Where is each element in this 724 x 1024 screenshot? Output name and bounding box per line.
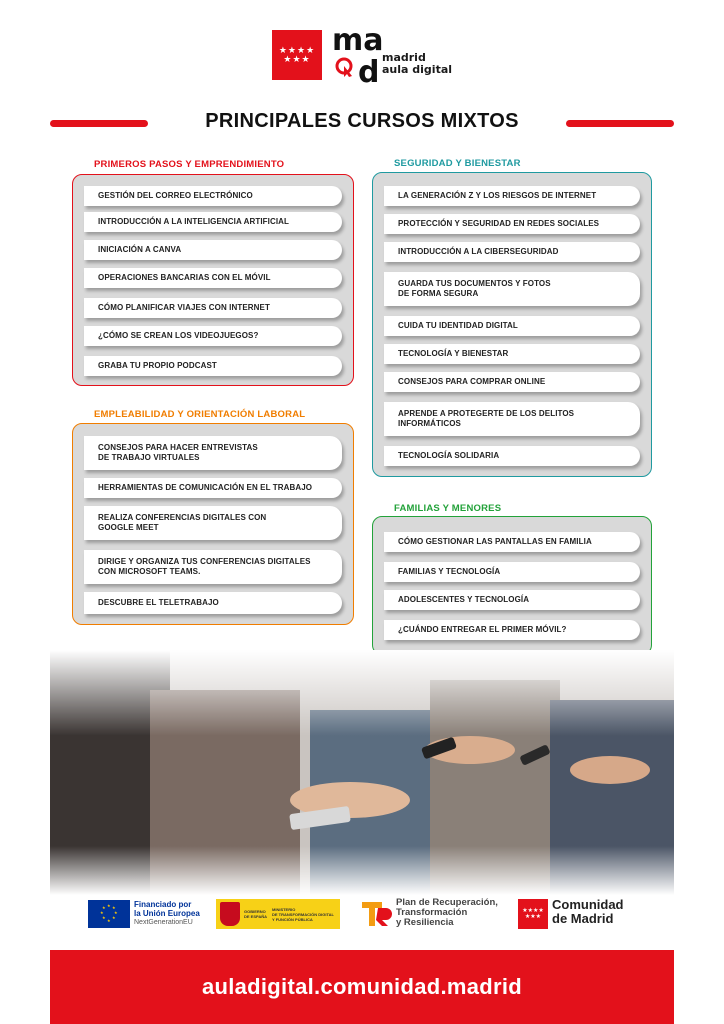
section-label-empleabilidad: EMPLEABILIDAD Y ORIENTACIÓN LABORAL bbox=[94, 409, 306, 420]
cm-line-1: Comunidad bbox=[552, 897, 624, 912]
course-item[interactable]: REALIZA CONFERENCIAS DIGITALES CON GOOGLE MEET bbox=[84, 506, 342, 540]
eu-line-2: la Unión Europea bbox=[134, 909, 200, 918]
footer-url-link[interactable]: auladigital.comunidad.madrid bbox=[201, 974, 523, 999]
logo-line-2: aula digital bbox=[382, 63, 453, 76]
svg-text:★: ★ bbox=[112, 915, 116, 920]
prtr-line-3: y Resiliencia bbox=[396, 917, 454, 928]
flag-stars: ★★★ bbox=[283, 54, 311, 64]
course-item[interactable]: INTRODUCCIÓN A LA INTELIGENCIA ARTIFICIAL bbox=[84, 212, 342, 232]
svg-text:d: d bbox=[358, 55, 380, 88]
course-item[interactable]: DIRIGE Y ORGANIZA TUS CONFERENCIAS DIGITALES CON MICROSOFT TEAMS. bbox=[84, 550, 342, 584]
spain-shield-icon bbox=[220, 902, 240, 926]
course-item[interactable]: TECNOLOGÍA SOLIDARIA bbox=[384, 446, 640, 466]
course-item[interactable]: INICIACIÓN A CANVA bbox=[84, 240, 342, 260]
flag-stars: ★★★★ bbox=[278, 45, 316, 55]
svg-text:ma: ma bbox=[332, 23, 384, 58]
course-item[interactable]: HERRAMIENTAS DE COMUNICACIÓN EN EL TRABAJO bbox=[84, 478, 342, 498]
course-item[interactable]: ¿CÓMO SE CREAN LOS VIDEOJUEGOS? bbox=[84, 326, 342, 346]
eu-line-3: NextGenerationEU bbox=[134, 919, 193, 926]
title-rule-left bbox=[50, 120, 148, 127]
section-label-primeros-pasos: PRIMEROS PASOS Y EMPRENDIMIENTO bbox=[94, 159, 285, 170]
course-item[interactable]: DESCUBRE EL TELETRABAJO bbox=[84, 592, 342, 614]
comunidad-madrid-small-flag bbox=[518, 899, 548, 929]
eu-funding-text bbox=[134, 900, 200, 927]
eu-line-1: Financiado por bbox=[134, 900, 192, 909]
course-item[interactable]: FAMILIAS Y TECNOLOGÍA bbox=[384, 562, 640, 582]
logo-wordmark bbox=[382, 52, 452, 76]
prtr-line-2: Transformación bbox=[396, 907, 468, 918]
section-label-familias: FAMILIAS Y MENORES bbox=[394, 503, 502, 514]
course-item[interactable]: APRENDE A PROTEGERTE DE LOS DELITOS INFORMÁTICOS bbox=[384, 402, 640, 436]
course-item[interactable]: TECNOLOGÍA Y BIENESTAR bbox=[384, 344, 640, 364]
course-item[interactable]: ¿CUÁNDO ENTREGAR EL PRIMER MÓVIL? bbox=[384, 620, 640, 640]
course-item[interactable]: GRABA TU PROPIO PODCAST bbox=[84, 356, 342, 376]
course-item[interactable]: ADOLESCENTES Y TECNOLOGÍA bbox=[384, 590, 640, 610]
svg-text:★: ★ bbox=[102, 915, 106, 920]
gobierno-text: GOBIERNO DE ESPAÑA bbox=[244, 909, 268, 919]
svg-text:★: ★ bbox=[112, 905, 116, 910]
svg-text:★: ★ bbox=[100, 910, 104, 915]
prtr-logo-icon bbox=[360, 898, 392, 928]
course-item[interactable]: PROTECCIÓN Y SEGURIDAD EN REDES SOCIALES bbox=[384, 214, 640, 234]
people-with-phones-photo bbox=[50, 650, 674, 895]
course-item[interactable]: OPERACIONES BANCARIAS CON EL MÓVIL bbox=[84, 268, 342, 288]
eu-flag bbox=[88, 900, 130, 928]
svg-text:★: ★ bbox=[114, 910, 118, 915]
flag-stars: ★★★ bbox=[524, 914, 542, 920]
ministerio-text: MINISTERIO DE TRANSFORMACIÓN DIGITAL Y FUNCIÓN PÚBLICA bbox=[272, 906, 334, 922]
svg-text:★: ★ bbox=[107, 918, 111, 923]
footer-banner bbox=[50, 950, 674, 1024]
gobierno-espana-logo bbox=[216, 899, 340, 929]
comunidad-madrid-text bbox=[552, 898, 624, 926]
course-item[interactable]: GUARDA TUS DOCUMENTOS Y FOTOS DE FORMA SEGURA bbox=[384, 272, 640, 306]
svg-text:★: ★ bbox=[107, 903, 111, 908]
page-title: PRINCIPALES CURSOS MIXTOS bbox=[205, 110, 519, 132]
course-item[interactable]: CUIDA TU IDENTIDAD DIGITAL bbox=[384, 316, 640, 336]
section-label-seguridad: SEGURIDAD Y BIENESTAR bbox=[394, 158, 521, 169]
cm-line-2: de Madrid bbox=[552, 911, 614, 926]
comunidad-madrid-flag bbox=[272, 30, 322, 80]
course-item[interactable]: LA GENERACIÓN Z Y LOS RIESGOS DE INTERNET bbox=[384, 186, 640, 206]
prtr-line-1: Plan de Recuperación, bbox=[396, 897, 498, 908]
prtr-text bbox=[396, 898, 498, 928]
course-item[interactable]: GESTIÓN DEL CORREO ELECTRÓNICO bbox=[84, 186, 342, 206]
svg-text:★: ★ bbox=[102, 905, 106, 910]
flag-stars: ★★★★ bbox=[522, 908, 544, 914]
logo-line-1: madrid bbox=[382, 51, 426, 64]
course-item[interactable]: CONSEJOS PARA HACER ENTREVISTAS DE TRABAJO VIRTUALES bbox=[84, 436, 342, 470]
course-item[interactable]: INTRODUCCIÓN A LA CIBERSEGURIDAD bbox=[384, 242, 640, 262]
course-item[interactable]: CÓMO GESTIONAR LAS PANTALLAS EN FAMILIA bbox=[384, 532, 640, 552]
title-rule-right bbox=[566, 120, 674, 127]
course-item[interactable]: CÓMO PLANIFICAR VIAJES CON INTERNET bbox=[84, 298, 342, 318]
course-item[interactable]: CONSEJOS PARA COMPRAR ONLINE bbox=[384, 372, 640, 392]
